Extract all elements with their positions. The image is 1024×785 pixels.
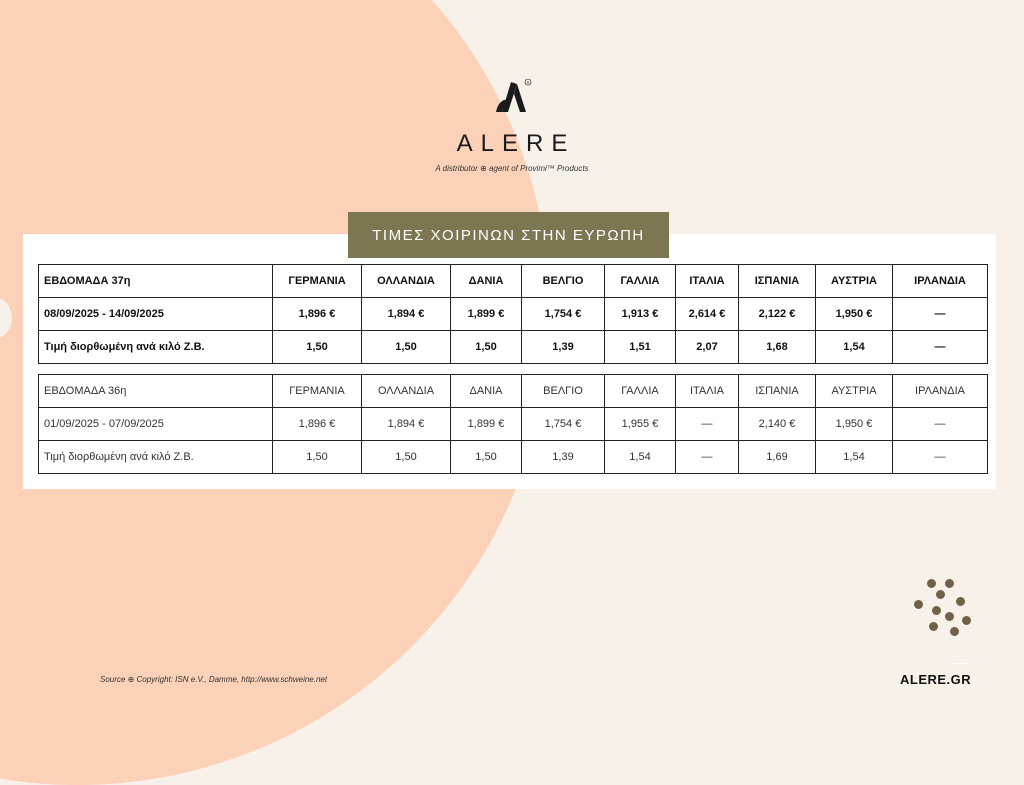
footer-divider bbox=[953, 663, 969, 664]
per-kilo-cell: 2,07 bbox=[676, 331, 739, 364]
price-cell: 1,754 € bbox=[522, 408, 605, 441]
country-header: ΙΤΑΛΙΑ bbox=[676, 375, 739, 408]
country-header: ΙΣΠΑΝΙΑ bbox=[739, 265, 816, 298]
country-header: ΙΤΑΛΙΑ bbox=[676, 265, 739, 298]
price-cell: 1,955 € bbox=[605, 408, 676, 441]
per-kilo-cell: — bbox=[676, 441, 739, 474]
price-cell: 1,950 € bbox=[816, 408, 893, 441]
week-36-table bbox=[38, 374, 988, 474]
country-header: ΙΣΠΑΝΙΑ bbox=[739, 375, 816, 408]
price-cell: 1,950 € bbox=[816, 298, 893, 331]
per-kilo-cell: 1,39 bbox=[522, 441, 605, 474]
price-cell: 1,899 € bbox=[451, 298, 522, 331]
price-cell: 1,754 € bbox=[522, 298, 605, 331]
date-range: 01/09/2025 - 07/09/2025 bbox=[39, 408, 273, 441]
per-kilo-cell: 1,54 bbox=[816, 441, 893, 474]
country-header: ΓΑΛΛΙΑ bbox=[605, 265, 676, 298]
source-credit: Source ⊕ Copyright: ISN e.V., Damme, http://www.schweine.net bbox=[100, 675, 328, 684]
country-header: ΓΑΛΛΙΑ bbox=[605, 375, 676, 408]
per-kilo-cell: 1,50 bbox=[451, 331, 522, 364]
price-cell: 1,913 € bbox=[605, 298, 676, 331]
country-header: ΔΑΝΙΑ bbox=[451, 375, 522, 408]
country-header: ΟΛΛΑΝΔΙΑ bbox=[362, 265, 451, 298]
dots-pattern-icon bbox=[910, 575, 980, 640]
country-header: ΑΥΣΤΡΙΑ bbox=[816, 265, 893, 298]
country-header: ΒΕΛΓΙΟ bbox=[522, 265, 605, 298]
price-cell: 1,894 € bbox=[362, 298, 451, 331]
svg-text:R: R bbox=[526, 79, 530, 85]
price-cell: 1,896 € bbox=[273, 298, 362, 331]
table-row bbox=[39, 298, 988, 331]
country-header: ΓΕΡΜΑΝΙΑ bbox=[273, 265, 362, 298]
price-cell: — bbox=[676, 408, 739, 441]
price-cell: 1,894 € bbox=[362, 408, 451, 441]
per-kilo-cell: 1,51 bbox=[605, 331, 676, 364]
week-label: ΕΒΔΟΜΑΔΑ 36η bbox=[39, 375, 273, 408]
price-cell: 1,896 € bbox=[273, 408, 362, 441]
per-kilo-label: Τιμή διορθωμένη ανά κιλό Ζ.Β. bbox=[39, 441, 273, 474]
per-kilo-cell: 1,39 bbox=[522, 331, 605, 364]
country-header: ΙΡΛΑΝΔΙΑ bbox=[893, 265, 988, 298]
per-kilo-cell: 1,54 bbox=[816, 331, 893, 364]
week-label: ΕΒΔΟΜΑΔΑ 37η bbox=[39, 265, 273, 298]
page-title: ΤΙΜΕΣ ΧΟΙΡΙΝΩΝ ΣΤΗΝ ΕΥΡΩΠΗ bbox=[348, 212, 669, 258]
country-header: ΟΛΛΑΝΔΙΑ bbox=[362, 375, 451, 408]
prices-panel bbox=[23, 234, 996, 489]
price-cell: 2,140 € bbox=[739, 408, 816, 441]
alere-logo-icon bbox=[490, 78, 534, 120]
per-kilo-cell: 1,50 bbox=[451, 441, 522, 474]
site-link[interactable]: ALERE.GR bbox=[900, 672, 972, 687]
table-row bbox=[39, 375, 988, 408]
date-range: 08/09/2025 - 14/09/2025 bbox=[39, 298, 273, 331]
country-header: ΙΡΛΑΝΔΙΑ bbox=[893, 375, 988, 408]
per-kilo-label: Τιμή διορθωμένη ανά κιλό Ζ.Β. bbox=[39, 331, 273, 364]
table-row bbox=[39, 408, 988, 441]
country-header: ΓΕΡΜΑΝΙΑ bbox=[273, 375, 362, 408]
price-cell: — bbox=[893, 408, 988, 441]
per-kilo-cell: 1,50 bbox=[362, 331, 451, 364]
per-kilo-cell: 1,68 bbox=[739, 331, 816, 364]
brand-tagline: A distributor ⊕ agent of Provimi™ Products bbox=[435, 164, 589, 173]
price-cell: 2,614 € bbox=[676, 298, 739, 331]
country-header: ΔΑΝΙΑ bbox=[451, 265, 522, 298]
country-header: ΒΕΛΓΙΟ bbox=[522, 375, 605, 408]
price-cell: 1,899 € bbox=[451, 408, 522, 441]
brand-header bbox=[0, 78, 1024, 173]
brand-name: ALERE bbox=[456, 130, 576, 157]
table-row bbox=[39, 331, 988, 364]
price-cell: — bbox=[893, 298, 988, 331]
per-kilo-cell: 1,50 bbox=[273, 441, 362, 474]
per-kilo-cell: — bbox=[893, 331, 988, 364]
per-kilo-cell: 1,50 bbox=[362, 441, 451, 474]
week-37-table bbox=[38, 264, 988, 364]
price-cell: 2,122 € bbox=[739, 298, 816, 331]
per-kilo-cell: 1,54 bbox=[605, 441, 676, 474]
country-header: ΑΥΣΤΡΙΑ bbox=[816, 375, 893, 408]
per-kilo-cell: 1,69 bbox=[739, 441, 816, 474]
per-kilo-cell: 1,50 bbox=[273, 331, 362, 364]
table-row bbox=[39, 265, 988, 298]
table-row bbox=[39, 441, 988, 474]
per-kilo-cell: — bbox=[893, 441, 988, 474]
